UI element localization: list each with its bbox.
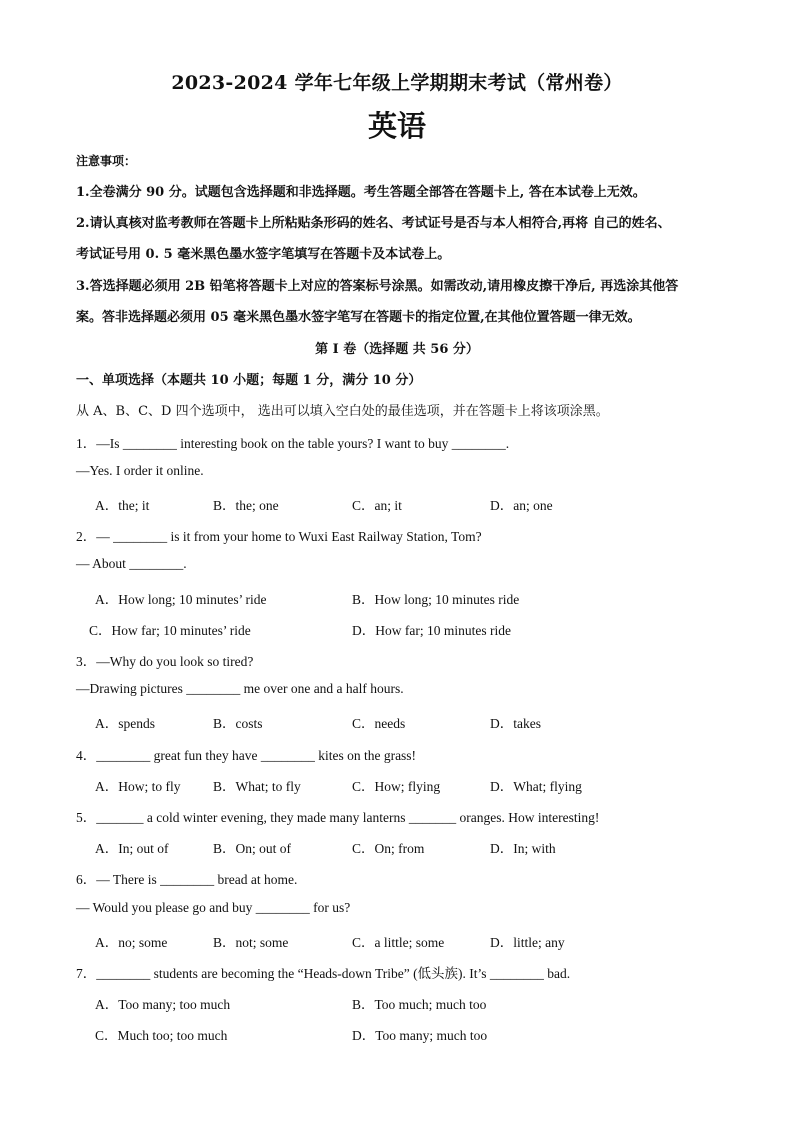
question-1-option-d: D．an; one bbox=[490, 498, 553, 513]
question-3-option-d: D．takes bbox=[490, 716, 541, 731]
note-2-continued: 考试证号用 0. 5 毫米黑色墨水签字笔填写在答题卡及本试卷上。 bbox=[76, 247, 451, 262]
question-2-stem: 2．— ________ is it from your home to Wuxi East Railway Station, Tom? bbox=[76, 529, 482, 544]
question-5-stem: 5．_______ a cold winter evening, they made many lanterns _______ oranges. How interesting! bbox=[76, 810, 600, 825]
question-2-option-b: B．How long; 10 minutes ride bbox=[352, 592, 520, 607]
note-2: 2.请认真核对监考教师在答题卡上所粘贴条形码的姓名、考试证号是否与本人相符合,再将 自己的姓名、 bbox=[76, 216, 671, 231]
question-7-option-c: C．Much too; too much bbox=[95, 1028, 228, 1043]
question-6-option-a: A．no; some bbox=[95, 935, 168, 950]
question-7-option-b: B．Too much; much too bbox=[352, 997, 487, 1012]
question-7-stem: 7．________ students are becoming the “Heads-down Tribe” (低头族). It’s ________ bad. bbox=[76, 966, 571, 981]
subject-title: 英语 bbox=[367, 109, 426, 143]
question-2-option-c: C．How far; 10 minutes’ ride bbox=[89, 623, 251, 638]
question-5-option-b: B．On; out of bbox=[213, 841, 292, 856]
part-title: 一、单项选择（本题共 10 小题；每题 1 分，满分 10 分） bbox=[76, 373, 422, 388]
question-4-option-c: C．How; flying bbox=[352, 779, 441, 794]
question-5-option-d: D．In; with bbox=[490, 841, 556, 856]
exam-title: 2023-2024 学年七年级上学期期末考试（常州卷） bbox=[171, 72, 623, 94]
question-4-option-a: A．How; to fly bbox=[95, 779, 181, 794]
question-1-option-a: A．the; it bbox=[95, 498, 150, 513]
question-3-option-c: C．needs bbox=[352, 716, 406, 731]
note-3: 3.答选择题必须用 2B 铅笔将答题卡上对应的答案标号涂黑。如需改动,请用橡皮擦干净后, 再选涂其他答 bbox=[76, 279, 679, 294]
question-3-option-a: A．spends bbox=[95, 716, 155, 731]
note-3-continued: 案。答非选择题必须用 05 毫米黑色墨水签字笔写在答题卡的指定位置,在其他位置答题一律无效。 bbox=[76, 310, 641, 325]
question-1-option-c: C．an; it bbox=[352, 498, 402, 513]
question-6-option-d: D．little; any bbox=[490, 935, 565, 950]
question-2-option-a: A．How long; 10 minutes’ ride bbox=[95, 592, 267, 607]
question-6-response: — Would you please go and buy ________ for us? bbox=[76, 900, 351, 915]
question-4-option-b: B．What; to fly bbox=[213, 779, 301, 794]
question-4-stem: 4．________ great fun they have ________ kites on the grass! bbox=[76, 748, 417, 763]
question-3-response: —Drawing pictures ________ me over one and a half hours. bbox=[76, 681, 404, 696]
instructions: 从 A、B、C、D 四个选项中， 选出可以填入空白处的最佳选项，并在答题卡上将该项涂黑。 bbox=[76, 404, 609, 419]
question-6-option-b: B．not; some bbox=[213, 935, 289, 950]
question-5-option-a: A．In; out of bbox=[95, 841, 169, 856]
question-7-option-a: A．Too many; too much bbox=[95, 997, 231, 1012]
question-1-stem: 1．—Is ________ interesting book on the table yours? I want to buy ________. bbox=[76, 436, 510, 451]
question-3-option-b: B．costs bbox=[213, 716, 263, 731]
question-1-response: —Yes. I order it online. bbox=[76, 463, 204, 478]
question-5-option-c: C．On; from bbox=[352, 841, 425, 856]
question-3-stem: 3．—Why do you look so tired? bbox=[76, 654, 254, 669]
question-2-response: — About ________. bbox=[76, 556, 187, 571]
question-4-option-d: D．What; flying bbox=[490, 779, 582, 794]
question-6-option-c: C．a little; some bbox=[352, 935, 445, 950]
notes-heading: 注意事项： bbox=[76, 154, 137, 168]
question-2-option-d: D．How far; 10 minutes ride bbox=[352, 623, 511, 638]
question-1-option-b: B．the; one bbox=[213, 498, 279, 513]
question-7-option-d: D．Too many; much too bbox=[352, 1028, 488, 1043]
note-1: 1.全卷满分 90 分。试题包含选择题和非选择题。考生答题全部答在答题卡上, 答在本试卷上无效。 bbox=[76, 185, 646, 200]
section-title: 第 I 卷（选择题 共 56 分） bbox=[315, 342, 479, 357]
question-6-stem: 6．— There is ________ bread at home. bbox=[76, 872, 298, 887]
